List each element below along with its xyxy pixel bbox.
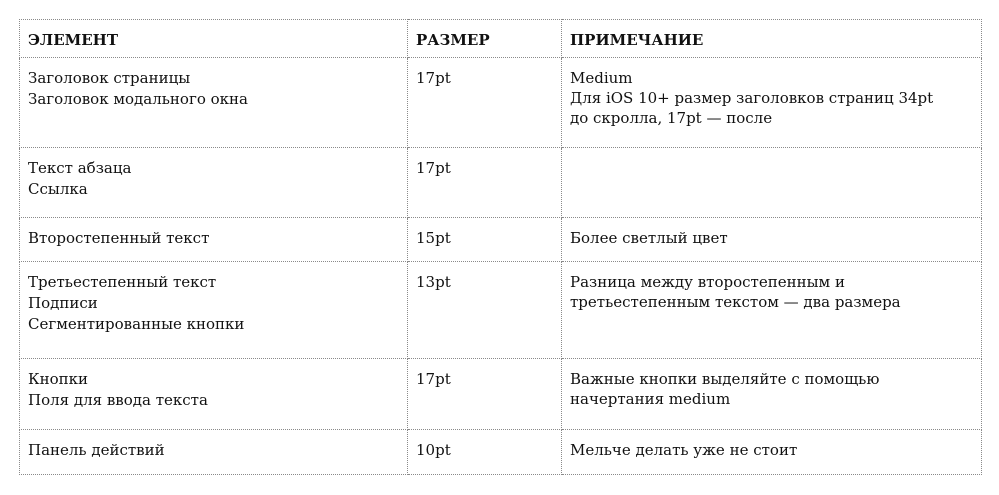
table-row bbox=[20, 148, 982, 218]
size-value: 10pt bbox=[416, 441, 451, 459]
table-row bbox=[20, 359, 982, 430]
note-cell bbox=[562, 218, 982, 262]
element-name: Ссылка bbox=[28, 180, 88, 198]
size-cell bbox=[408, 262, 562, 359]
note-cell bbox=[562, 430, 982, 475]
note-text: Для iOS 10+ размер заголовков страниц 34pt bbox=[570, 89, 934, 107]
size-cell bbox=[408, 218, 562, 262]
note-cell bbox=[562, 262, 982, 359]
element-cell bbox=[20, 148, 408, 218]
note-text: Важные кнопки выделяйте с помощью bbox=[570, 370, 880, 388]
element-name: Сегментированные кнопки bbox=[28, 315, 245, 333]
size-cell bbox=[408, 430, 562, 475]
size-value: 17pt bbox=[416, 370, 451, 388]
note-text: начертания medium bbox=[570, 390, 731, 408]
element-cell bbox=[20, 218, 408, 262]
note-text: Разница между второстепенным и bbox=[570, 273, 845, 291]
note-text: третьестепенным текстом — два размера bbox=[570, 293, 901, 311]
note-cell bbox=[562, 148, 982, 218]
note-text: Medium bbox=[570, 69, 633, 87]
note-cell bbox=[562, 359, 982, 430]
element-name: Заголовок модального окна bbox=[28, 90, 248, 108]
note-cell bbox=[562, 58, 982, 148]
size-cell bbox=[408, 148, 562, 218]
header-size: РАЗМЕР bbox=[408, 20, 562, 58]
element-name: Подписи bbox=[28, 294, 98, 312]
element-cell bbox=[20, 430, 408, 475]
size-value: 13pt bbox=[416, 273, 451, 291]
table-row bbox=[20, 262, 982, 359]
header-note: ПРИМЕЧАНИЕ bbox=[562, 20, 982, 58]
note-text: Мельче делать уже не стоит bbox=[570, 441, 798, 459]
size-cell bbox=[408, 359, 562, 430]
table-row bbox=[20, 218, 982, 262]
element-name: Третьестепенный текст bbox=[28, 273, 217, 291]
element-name: Поля для ввода текста bbox=[28, 391, 208, 409]
table-header-row bbox=[20, 20, 982, 58]
table-row bbox=[20, 58, 982, 148]
element-name: Заголовок страницы bbox=[28, 69, 191, 87]
element-name: Второстепенный текст bbox=[28, 229, 210, 247]
table-row bbox=[20, 430, 982, 475]
typography-table bbox=[19, 19, 982, 475]
size-cell bbox=[408, 58, 562, 148]
note-text: до скролла, 17pt — после bbox=[570, 109, 773, 127]
size-value: 17pt bbox=[416, 159, 451, 177]
size-value: 17pt bbox=[416, 69, 451, 87]
element-cell bbox=[20, 359, 408, 430]
note-text: Более светлый цвет bbox=[570, 229, 728, 247]
header-element: ЭЛЕМЕНТ bbox=[20, 20, 408, 58]
element-cell bbox=[20, 262, 408, 359]
element-name: Кнопки bbox=[28, 370, 89, 388]
element-name: Панель действий bbox=[28, 441, 165, 459]
element-cell bbox=[20, 58, 408, 148]
element-name: Текст абзаца bbox=[28, 159, 132, 177]
size-value: 15pt bbox=[416, 229, 451, 247]
